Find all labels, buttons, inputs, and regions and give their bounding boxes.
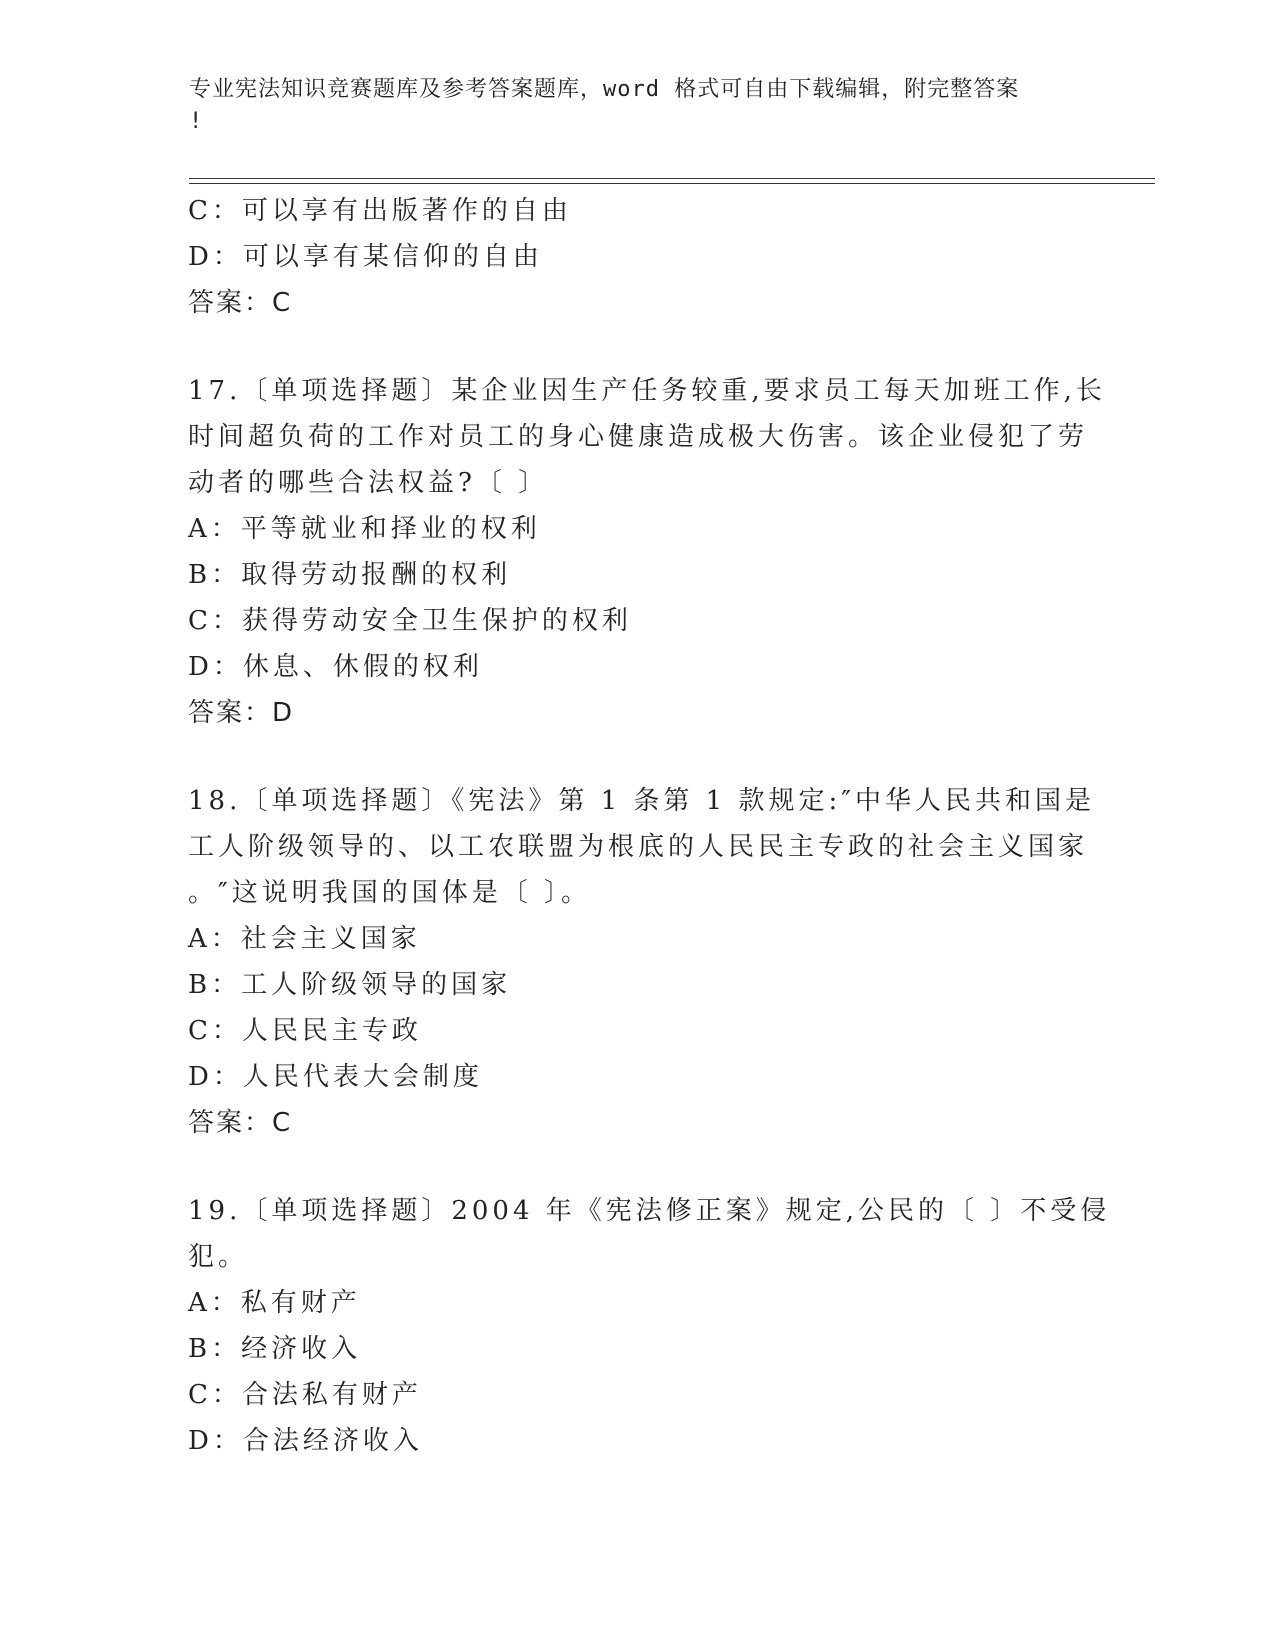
page-header [189, 74, 1069, 138]
option-b: B：取得劳动报酬的权利 [188, 560, 512, 590]
option-c: C：获得劳动安全卫生保护的权利 [188, 606, 632, 636]
option-a: A：社会主义国家 [188, 924, 421, 954]
question-17 [188, 368, 1106, 736]
question-content [188, 188, 1111, 1464]
answer-line: 答案：C [188, 288, 293, 318]
option-c: C：人民民主专政 [188, 1016, 422, 1046]
option-c: C：合法私有财产 [188, 1380, 422, 1410]
option-d: D：休息、休假的权利 [188, 652, 483, 682]
question-19 [188, 1188, 1111, 1464]
question-stem: 犯。 [188, 1242, 249, 1272]
option-d: D：合法经济收入 [188, 1426, 423, 1456]
option-c: C：可以享有出版著作的自由 [188, 196, 572, 226]
question-stem: 19.〔单项选择题〕2004 年《宪法修正案》规定,公民的〔 〕不受侵 [188, 1196, 1111, 1226]
answer-line: 答案：D [188, 698, 295, 728]
question-18 [188, 778, 1095, 1146]
option-a: A：平等就业和择业的权利 [188, 514, 541, 544]
header-divider-top [189, 178, 1155, 179]
answer-line: 答案：C [188, 1108, 293, 1138]
question-stem: 17.〔单项选择题〕某企业因生产任务较重,要求员工每天加班工作,长 [188, 376, 1106, 406]
header-title-line: 专业宪法知识竞赛题库及参考答案题库，word 格式可自由下载编辑，附完整答案 [189, 77, 1020, 102]
question-stem: 时间超负荷的工作对员工的身心健康造成极大伤害。该企业侵犯了劳 [188, 422, 1089, 452]
question-stem: 。″这说明我国的国体是〔 〕。 [188, 878, 591, 908]
header-title-continuation: ! [189, 109, 204, 134]
question-stem: 18.〔单项选择题〕《宪法》第 1 条第 1 款规定:″中华人民共和国是 [188, 786, 1095, 816]
question-stem: 工人阶级领导的、以工农联盟为根底的人民民主专政的社会主义国家 [188, 832, 1089, 862]
header-divider-bottom [189, 183, 1155, 184]
option-b: B：工人阶级领导的国家 [188, 970, 512, 1000]
option-d: D：可以享有某信仰的自由 [188, 242, 543, 272]
prev-question-tail [188, 188, 1088, 326]
option-d: D：人民代表大会制度 [188, 1062, 483, 1092]
option-b: B：经济收入 [188, 1334, 362, 1364]
question-stem: 动者的哪些合法权益?〔 〕 [188, 468, 549, 498]
option-a: A：私有财产 [188, 1288, 361, 1318]
